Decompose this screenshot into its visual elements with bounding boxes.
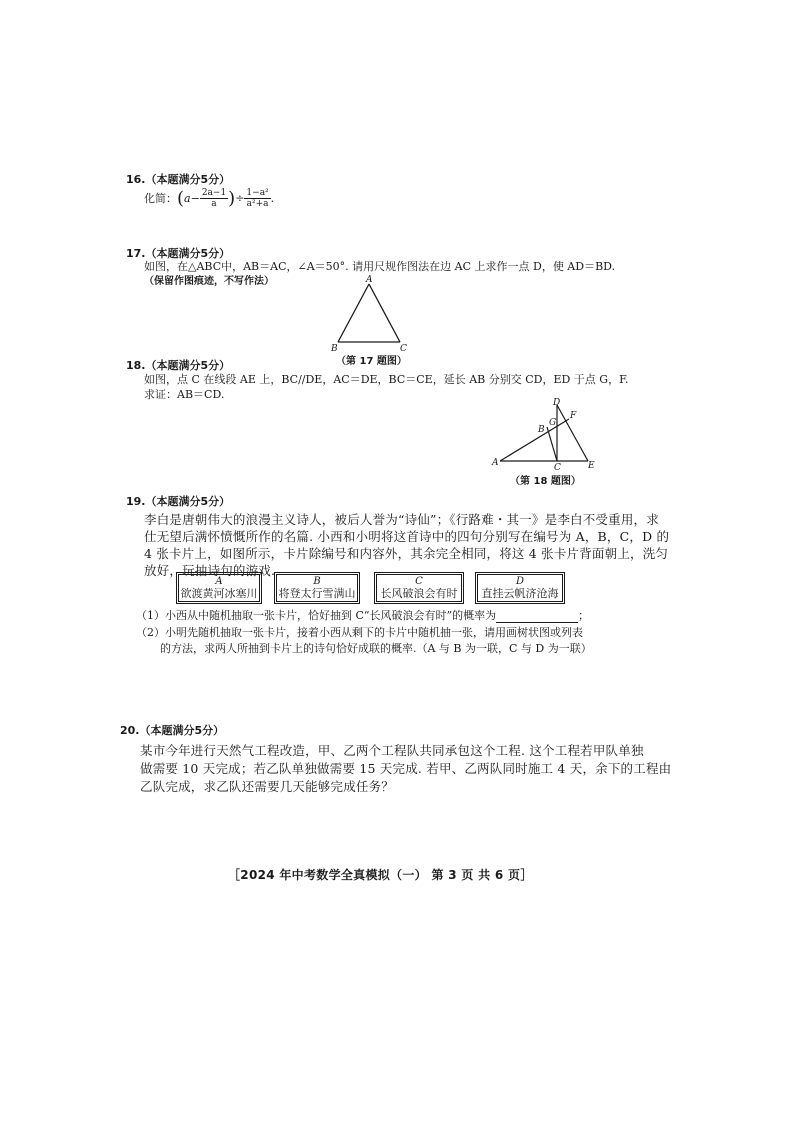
q19-heading: 19.（本题满分5分） [126, 495, 231, 508]
q17-heading: 17.（本题满分5分） [126, 247, 231, 260]
q19-card-a-label: A [215, 576, 223, 587]
page-footer: ［2024 年中考数学全真模拟（一） 第 3 页 共 6 页］ [228, 868, 533, 882]
q19-subquestion-2-line-2: 的方法，求两人所抽到卡片上的诗句恰好成联的概率.（A 与 B 为一联，C 与 D 为一联） [160, 642, 592, 655]
q20-heading: 20.（本题满分5分） [120, 724, 225, 737]
q20-line-1: 某市今年进行天然气工程改造，甲、乙两个工程队共同承包这个工程. 这个工程若甲队单独 [140, 743, 644, 758]
q16-fraction-1 [200, 188, 228, 209]
q17-triangle-figure [326, 274, 416, 354]
q18-label-d: D [553, 398, 561, 408]
q18-label-b: B [538, 425, 545, 435]
q16-f2-denominator: a²+a [246, 198, 269, 209]
q16-heading: 16.（本题满分5分） [126, 173, 231, 186]
q16-expression: 化简： ( a − $\frac{2a-1}{a}$ ) ÷ $\frac{\text{1−a²}}{\text{a²+a}}$ . [144, 187, 275, 209]
q16-prefix: 化简： [144, 192, 177, 205]
q17-side-ab [338, 284, 369, 342]
q18-prove: 求证：AB＝CD. [144, 388, 225, 401]
q19-card-c-text: 长风破浪会有时 [380, 587, 458, 600]
q17-label-b: B [331, 344, 338, 354]
q19-card-b [276, 574, 358, 602]
q17-label-a: A [366, 275, 373, 285]
q19-paragraph-line-1: 李白是唐朝伟大的浪漫主义诗人，被后人誉为“诗仙”；《行路难・其一》是李白不受重用，求 [144, 512, 659, 527]
q16-end: . [270, 191, 275, 205]
q19-subquestion-1 [136, 607, 589, 623]
q16-minus: − [190, 191, 200, 205]
q16-f2-numerator: 1−a² [246, 187, 269, 198]
q18-geometry-figure [490, 397, 600, 471]
q19-s1-text: （1）小西从中随机抽取一张卡片，恰好抽到 C“长风破浪会有时”的概率为 [136, 609, 497, 622]
q19-paragraph-line-4: 放好，玩抽诗句的游戏. [144, 563, 276, 578]
q19-card-a [178, 574, 260, 602]
q19-card-b-label: B [313, 576, 321, 587]
q19-card-d-text: 直挂云帆济沧海 [481, 587, 559, 600]
q19-card-b-text: 将登太行雪满山 [278, 587, 356, 600]
q18-label-a: A [492, 458, 499, 468]
q16-f1-denominator: a [211, 198, 217, 209]
q19-card-c-label: C [415, 576, 423, 587]
q16-divide: ÷ [235, 191, 245, 205]
q17-statement: 如图，在△ABC中，AB＝AC，∠A＝50°. 请用尺规作图法在边 AC 上求作一点 D，使 AD＝BD. [144, 260, 616, 273]
q17-caption: （第 17 题图） [336, 356, 407, 367]
q18-segment-bc [547, 427, 557, 461]
q18-segment-af [500, 419, 569, 461]
q19-s1-end: ； [578, 609, 590, 622]
q17-note: （保留作图痕迹，不写作法） [144, 276, 274, 287]
q18-heading: 18.（本题满分5分） [126, 359, 231, 372]
q19-subquestion-2-line-1: （2）小明先随机抽取一张卡片，接着小西从剩下的卡片中随机抽一张，请用画树状图或列表 [136, 626, 583, 639]
q20-line-3: 乙队完成，求乙队还需要几天能够完成任务？ [140, 779, 395, 794]
q18-caption: （第 18 题图） [510, 476, 581, 487]
q19-card-d [477, 574, 563, 602]
q18-label-f: F [570, 411, 577, 421]
q19-card-a-text: 欲渡黄河冰塞川 [180, 587, 258, 600]
q16-f1-numerator: 2a−1 [201, 187, 227, 198]
q16-term-a: a [184, 191, 191, 205]
q18-label-g: G [549, 418, 557, 428]
q19-answer-blank[interactable] [496, 612, 578, 623]
q18-statement: 如图，点 C 在线段 AE 上，BC//DE，AC＝DE，BC＝CE，延长 AB 分别交 CD，ED 于点 G，F. [144, 373, 629, 386]
q20-line-2: 做需要 10 天完成；若乙队单独做需要 15 天完成. 若甲、乙两队同时施工 4 天，余下的工程由 [140, 761, 672, 776]
q19-paragraph-line-2: 仕无望后满怀愤慨所作的名篇. 小西和小明将这首诗中的四句分别写在编号为 A，B，C，D 的 [144, 529, 670, 544]
q17-label-c: C [400, 344, 407, 354]
q19-paragraph-line-3: 4 张卡片上，如图所示，卡片除编号和内容外，其余完全相同，将这 4 张卡片背面朝上，洗匀 [144, 546, 669, 561]
q19-card-c [376, 574, 462, 602]
q17-side-ac [369, 284, 400, 342]
q19-card-d-label: D [515, 576, 525, 587]
q16-fraction-2 [244, 188, 270, 209]
q18-label-e: E [588, 461, 595, 471]
q18-label-c: C [554, 463, 561, 471]
